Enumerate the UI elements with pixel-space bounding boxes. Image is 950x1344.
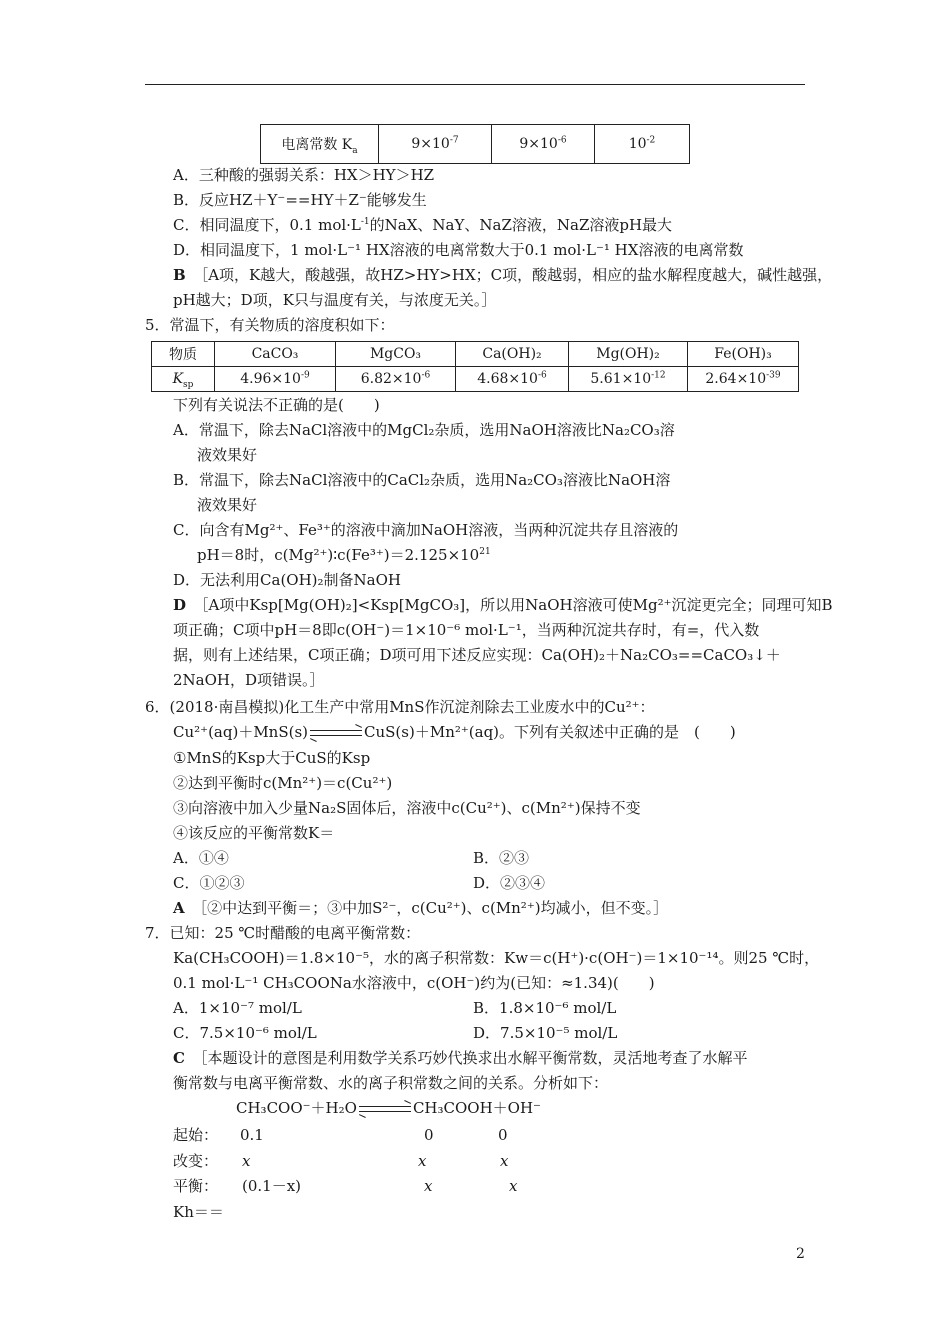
q5-explanation-cont: 项正确；C项中pH＝8即c(OH⁻)＝1×10⁻⁶ mol·L⁻¹，当两种沉淀共存时，有=，代入数 [173, 621, 760, 639]
q5-option-d: D．无法利用Ca(OH)₂制备NaOH [173, 571, 401, 589]
q5-option-b: B．常温下，除去NaCl溶液中的CaCl₂杂质，选用Na₂CO₃溶液比NaOH溶 [173, 471, 671, 489]
ice-value: x [424, 1177, 433, 1195]
q5-answer: D [173, 596, 187, 614]
ice-value: 0 [498, 1126, 508, 1144]
q7-explanation: C ［本题设计的意图是利用数学关系巧妙代换求出水解平衡常数，灵活地考查了水解平 [173, 1049, 748, 1067]
header-rule [145, 84, 805, 85]
q5-explanation-cont: 据，则有上述结果，C项正确；D项可用下述反应实现：Ca(OH)₂＋Na₂CO₃==CaCO₃↓＋ [173, 646, 781, 664]
q6-option-c: C．①②③ [173, 874, 245, 892]
q4-answer: B [173, 266, 186, 284]
q6-option-d: D．②③④ [473, 874, 546, 892]
q5-explanation-cont: 2NaOH，D项错误。］ [173, 671, 325, 689]
q7-kh-expression: Kh＝＝ [173, 1203, 224, 1221]
ksp-value: $4.68\times 10^{-6}$ [456, 367, 569, 392]
q5-stem: 5．常温下，有关物质的溶度积如下： [145, 316, 395, 334]
q4-explanation: B ［A项，K越大，酸越强，故HZ>HY>HX；C项，酸越弱，相应的盐水解程度越大，碱性越强， [173, 266, 833, 284]
ice-value: (0.1－x) [242, 1177, 302, 1195]
q5-explanation: D ［A项中Ksp[Mg(OH)₂]<Ksp[MgCO₃]，所以用NaOH溶液可使Mg²⁺沉淀更完全；同理可知B [173, 596, 833, 614]
ksp-value: $5.61\times 10^{-12}$ [569, 367, 688, 392]
ice-value: x [242, 1152, 251, 1170]
ice-value: 0.1 [240, 1126, 264, 1144]
ice-row-label: 起始： [173, 1126, 219, 1144]
q5-option-b-cont: 液效果好 [197, 496, 258, 514]
q6-stem: 6．(2018·南昌模拟)化工生产中常用MnS作沉淀剂除去工业废水中的Cu²⁺： [145, 698, 655, 716]
q7-stem: 7．已知：25 ℃时醋酸的电离平衡常数： [145, 924, 421, 942]
q7-option-b: B．1.8×10⁻⁶ mol/L [473, 999, 617, 1017]
q6-statement-1: ①MnS的Ksp大于CuS的Ksp [173, 749, 371, 767]
ksp-header: CaCO₃ [215, 342, 336, 367]
ice-row-label: 改变： [173, 1152, 219, 1170]
q4-option-d: D．相同温度下，1 mol·L⁻¹ HX溶液的电离常数大于0.1 mol·L⁻¹ HX溶液的电离常数 [173, 241, 744, 259]
q7-option-c: C．7.5×10⁻⁶ mol/L [173, 1024, 317, 1042]
q5-option-a: A．常温下，除去NaCl溶液中的MgCl₂杂质，选用NaOH溶液比Na₂CO₃溶 [173, 421, 675, 439]
q5-question: 下列有关说法不正确的是( ) [173, 396, 380, 414]
q7-stem-cont: Ka(CH₃COOH)＝1.8×10⁻⁵，水的离子积常数：Kw＝c(H⁺)·c(OH⁻)＝1×10⁻¹⁴。则25 ℃时， [173, 949, 820, 967]
q5-option-a-cont: 液效果好 [197, 446, 258, 464]
q6-equation: Cu²⁺(aq)＋MnS(s) CuS(s)＋Mn²⁺(aq)。下列有关叙述中正确的是 ( ) [173, 723, 736, 741]
q4-option-b: B．反应HZ＋Y⁻==HY＋Z⁻能够发生 [173, 191, 427, 209]
ksp-value: $6.82\times 10^{-6}$ [336, 367, 456, 392]
ksp-value: $2.64\times 10^{-39}$ [688, 367, 799, 392]
q4-option-c: C．相同温度下，0.1 $mol\cdot L^{-1}$的NaX、NaY、NaZ溶液，NaZ溶液pH最大 [173, 216, 673, 234]
ksp-table [151, 341, 799, 392]
table1-value: $9\times 10^{-7}$ [379, 125, 492, 164]
ice-value: x [500, 1152, 509, 1170]
ksp-header: 物质 [152, 342, 215, 367]
equilibrium-arrow-icon [359, 1105, 411, 1113]
ice-value: 0 [424, 1126, 434, 1144]
ice-value: x [509, 1177, 518, 1195]
table1-value: $10^{-2}$ [595, 125, 690, 164]
ksp-value: $4.96\times 10^{-9}$ [215, 367, 336, 392]
q4-explanation-cont: pH越大；D项，K只与温度有关，与浓度无关。］ [173, 291, 497, 309]
q7-option-a: A．1×10⁻⁷ mol/L [173, 999, 302, 1017]
ksp-header: Mg(OH)₂ [569, 342, 688, 367]
ionization-constant-table [260, 124, 690, 164]
q6-option-a: A．①④ [173, 849, 229, 867]
q7-hydrolysis-equation: CH₃COO⁻＋H₂O CH₃COOH＋OH⁻ [236, 1099, 541, 1117]
ksp-row-label: $K_{sp}$ [152, 367, 215, 392]
table1-label: 电离常数 $K_a$ [261, 125, 379, 164]
ice-value: x [418, 1152, 427, 1170]
q7-answer: C [173, 1049, 185, 1067]
q7-explanation-cont: 衡常数与电离平衡常数、水的离子积常数之间的关系。分析如下： [173, 1074, 609, 1092]
ice-row-label: 平衡： [173, 1177, 219, 1195]
table1-value: $9\times 10^{-6}$ [492, 125, 595, 164]
q6-statement-3: ③向溶液中加入少量Na₂S固体后，溶液中c(Cu²⁺)、c(Mn²⁺)保持不变 [173, 799, 641, 817]
ksp-header: Ca(OH)₂ [456, 342, 569, 367]
equilibrium-arrow-icon [310, 729, 362, 737]
q7-stem-cont: 0.1 mol·L⁻¹ CH₃COONa水溶液中，c(OH⁻)约为(已知：≈1.34)( ) [173, 974, 655, 992]
q6-explanation: A ［②中达到平衡＝；③中加S²⁻，c(Cu²⁺)、c(Mn²⁺)均减小，但不变。］ [173, 899, 669, 917]
page-number: 2 [796, 1246, 805, 1262]
q6-answer: A [173, 899, 185, 917]
q6-statement-4: ④该反应的平衡常数K＝ [173, 824, 335, 842]
q6-statement-2: ②达到平衡时c(Mn²⁺)＝c(Cu²⁺) [173, 774, 393, 792]
q7-option-d: D．7.5×10⁻⁵ mol/L [473, 1024, 618, 1042]
q4-option-a: A．三种酸的强弱关系：HX＞HY＞HZ [173, 166, 435, 184]
ksp-header: MgCO₃ [336, 342, 456, 367]
q5-option-c: C．向含有Mg²⁺、Fe³⁺的溶液中滴加NaOH溶液，当两种沉淀共存且溶液的 [173, 521, 679, 539]
ksp-header: Fe(OH)₃ [688, 342, 799, 367]
q6-option-b: B．②③ [473, 849, 530, 867]
q5-option-c-cont: pH＝8时，$c(Mg^{2+})∶c(Fe^{3+})=2.125\times 10^{21}$ [197, 546, 491, 564]
